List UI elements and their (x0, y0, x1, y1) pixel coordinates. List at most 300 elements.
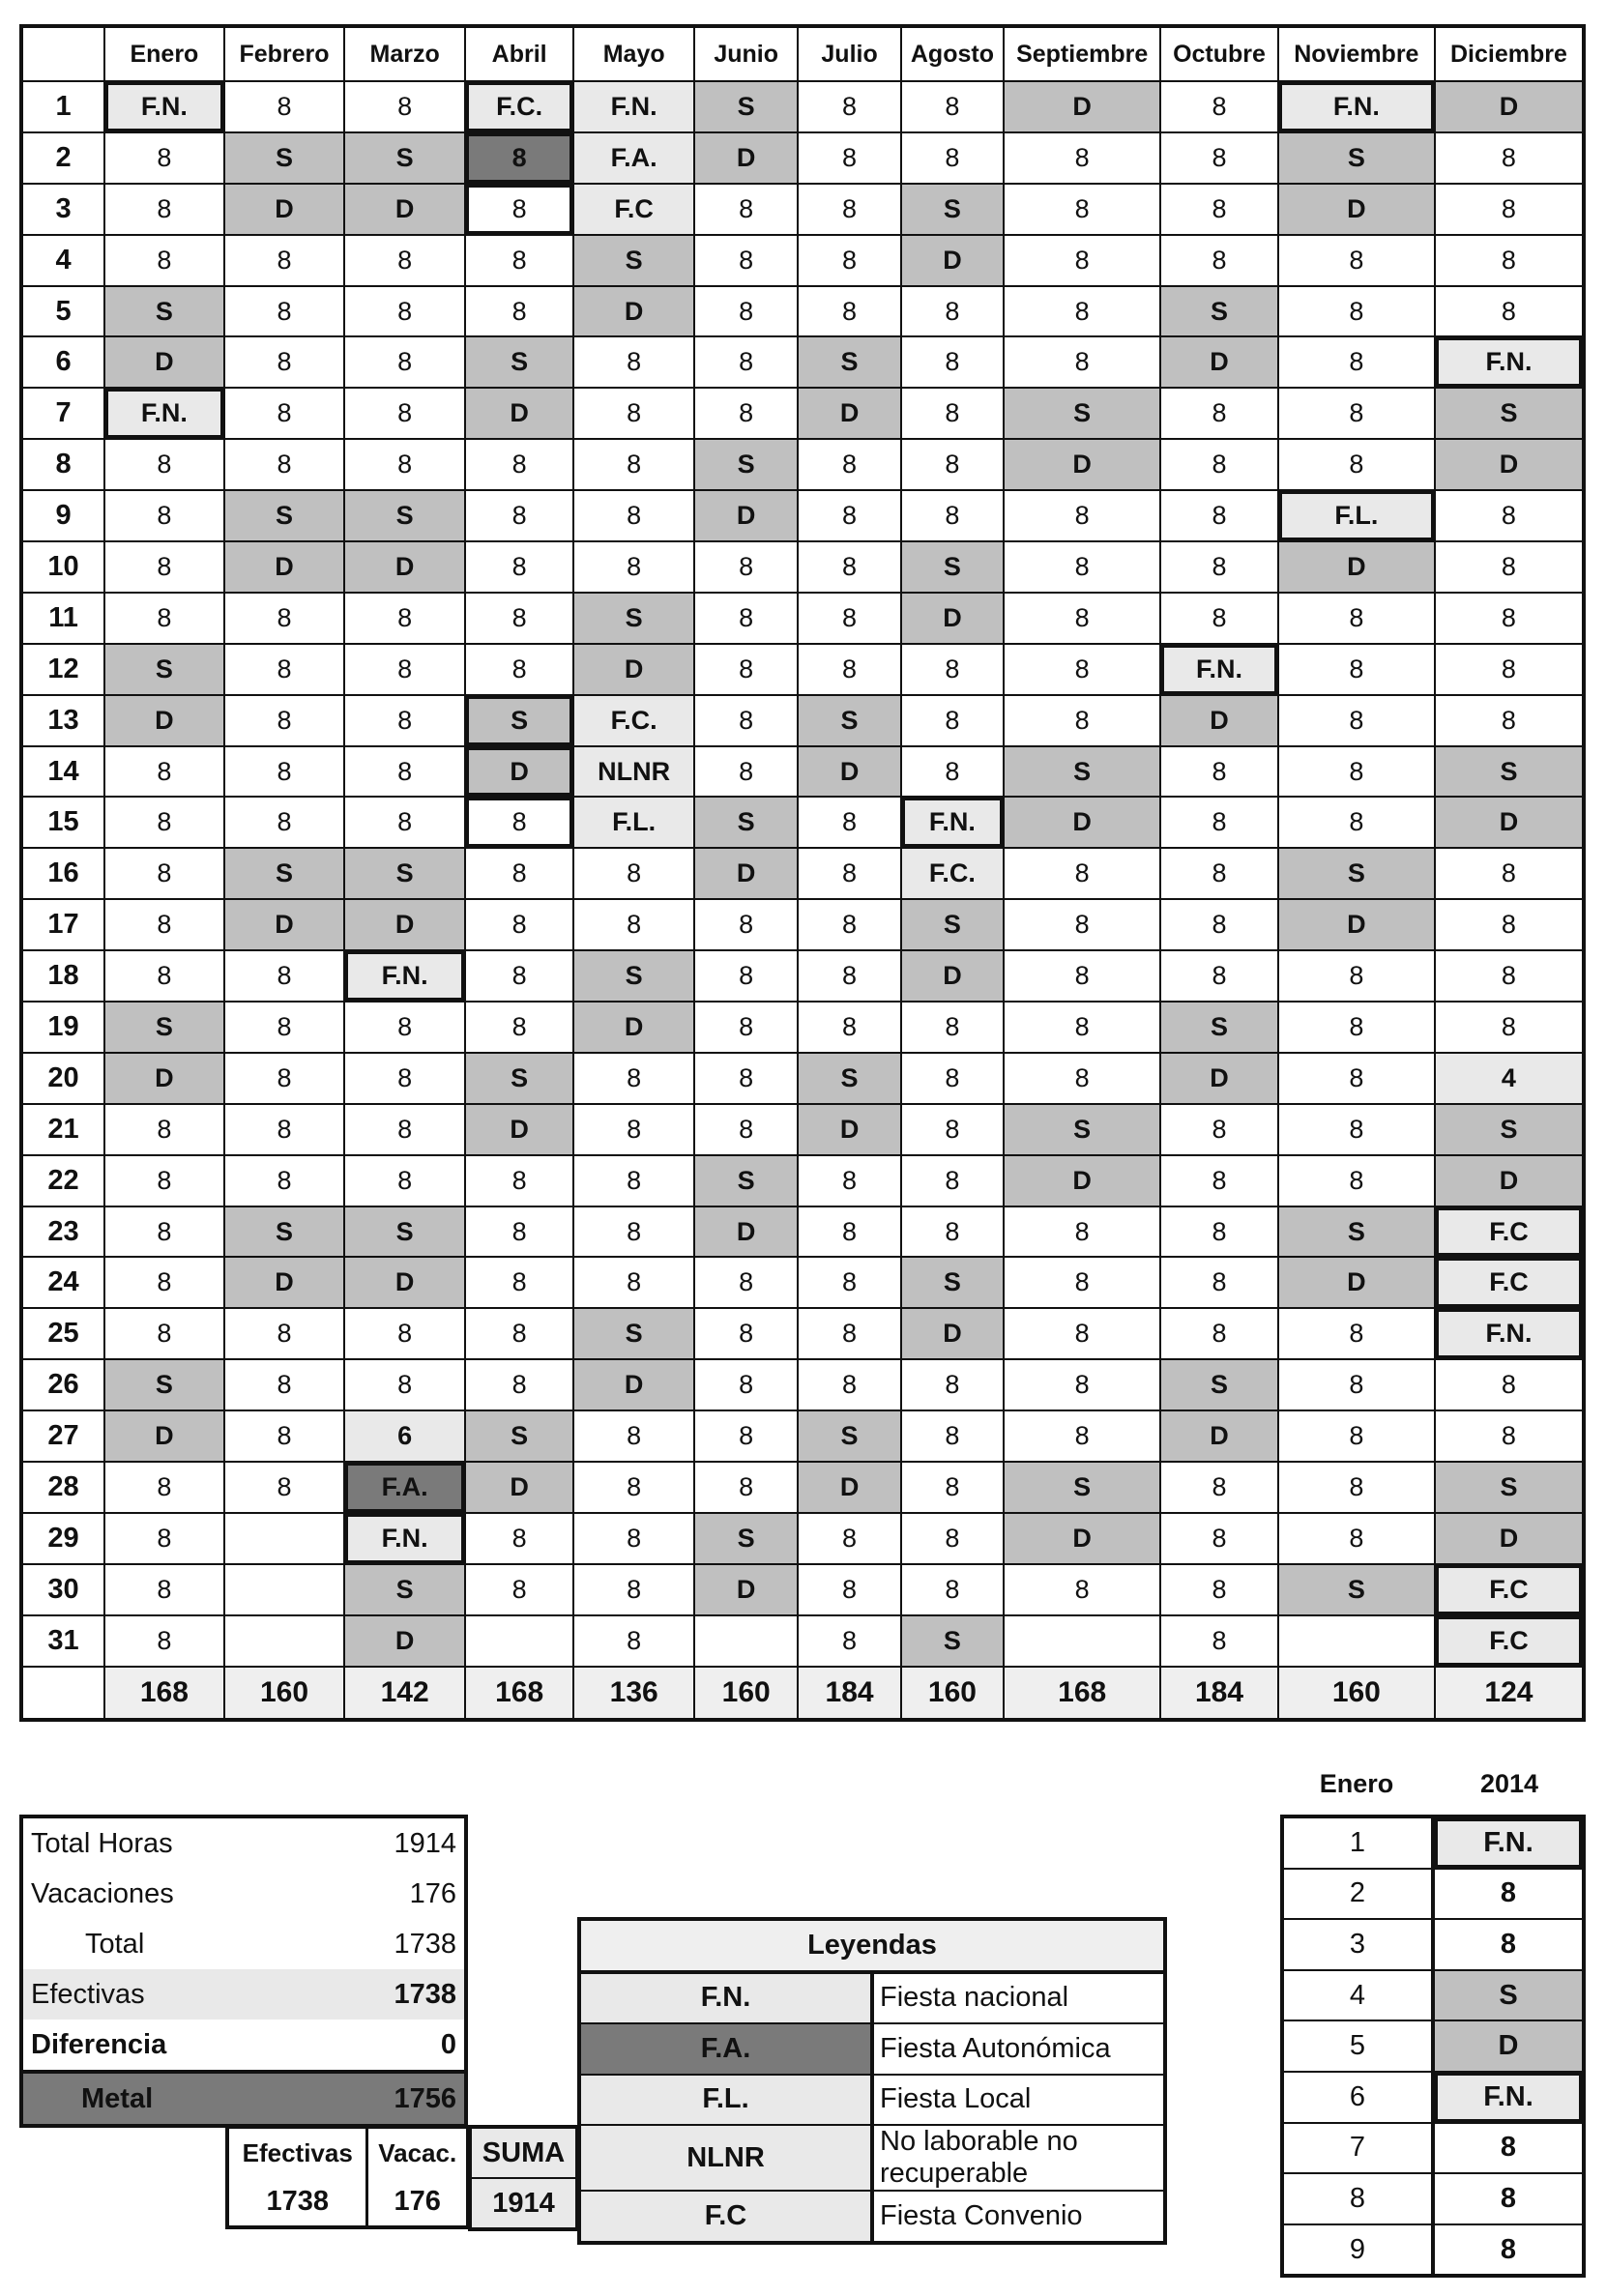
day-cell: D (901, 235, 1004, 286)
day-cell: 8 (1160, 1513, 1278, 1564)
next-day-cell: F.N. (1433, 2072, 1584, 2123)
day-cell: 8 (465, 797, 573, 848)
day-cell: 8 (694, 1053, 798, 1104)
day-cell: 8 (694, 593, 798, 644)
day-cell: F.C (1435, 1206, 1584, 1258)
day-number: 26 (21, 1359, 104, 1410)
day-number: 17 (21, 899, 104, 950)
day-cell: 8 (694, 1359, 798, 1410)
day-number: 28 (21, 1462, 104, 1513)
day-cell: 8 (1278, 746, 1435, 798)
day-cell: S (224, 490, 345, 541)
day-cell: S (344, 1206, 465, 1258)
day-cell: D (465, 388, 573, 439)
day-cell: S (1160, 1002, 1278, 1053)
day-cell: 8 (694, 184, 798, 235)
day-cell: 8 (224, 746, 345, 798)
day-cell: 8 (573, 1104, 694, 1155)
day-cell: 8 (798, 490, 900, 541)
day-cell: 8 (1435, 132, 1584, 184)
day-cell: D (1004, 439, 1160, 490)
day-cell: F.A. (344, 1462, 465, 1513)
day-row (21, 1513, 1584, 1564)
day-cell: S (1435, 388, 1584, 439)
day-cell: 8 (901, 1155, 1004, 1206)
month-total: 160 (694, 1667, 798, 1720)
next-day-number: 5 (1282, 2020, 1433, 2072)
day-cell: F.A. (573, 132, 694, 184)
month-header: Enero (104, 26, 224, 81)
day-cell: 8 (1278, 593, 1435, 644)
day-cell: D (901, 593, 1004, 644)
next-day-cell: D (1433, 2020, 1584, 2072)
next-day-cell: 8 (1433, 2224, 1584, 2277)
month-total: 142 (344, 1667, 465, 1720)
day-cell: 8 (1160, 1104, 1278, 1155)
day-cell: S (1435, 1104, 1584, 1155)
day-cell: 8 (573, 899, 694, 950)
day-row (21, 1308, 1584, 1359)
day-cell: 8 (573, 388, 694, 439)
day-cell: S (104, 644, 224, 695)
day-cell: 8 (224, 950, 345, 1002)
day-cell: 8 (798, 593, 900, 644)
day-cell: 8 (1278, 1513, 1435, 1564)
day-cell: D (901, 1308, 1004, 1359)
day-cell: 8 (1435, 286, 1584, 337)
day-cell: 8 (224, 1410, 345, 1462)
day-cell: 8 (1160, 184, 1278, 235)
day-cell: F.N. (1278, 81, 1435, 132)
next-year-january-table (1280, 1815, 1586, 2278)
day-cell: 8 (694, 1410, 798, 1462)
next-day-row (1282, 2173, 1584, 2224)
day-cell: F.C. (465, 81, 573, 132)
day-cell: 8 (798, 439, 900, 490)
day-cell: 8 (1004, 235, 1160, 286)
day-cell: 8 (104, 797, 224, 848)
day-cell: 8 (1004, 1308, 1160, 1359)
day-cell: 8 (104, 1155, 224, 1206)
suma-label: SUMA (470, 2127, 577, 2178)
day-cell: 8 (798, 1257, 900, 1308)
day-cell: 8 (1435, 1359, 1584, 1410)
day-cell: 8 (1004, 644, 1160, 695)
day-cell: S (1004, 746, 1160, 798)
day-cell: 8 (798, 848, 900, 899)
day-cell: S (1278, 1564, 1435, 1615)
day-number: 10 (21, 541, 104, 593)
day-cell: D (1278, 541, 1435, 593)
day-cell: 8 (694, 336, 798, 388)
next-day-row (1282, 1970, 1584, 2021)
day-cell: D (344, 184, 465, 235)
day-cell: 8 (1160, 81, 1278, 132)
day-cell: S (901, 184, 1004, 235)
day-cell: 8 (344, 1104, 465, 1155)
day-cell: S (573, 235, 694, 286)
day-cell: 8 (104, 1462, 224, 1513)
day-cell: 8 (1435, 593, 1584, 644)
diferencia-label: Diferencia (31, 2028, 167, 2060)
day-cell: 6 (344, 1410, 465, 1462)
day-cell: S (694, 1155, 798, 1206)
day-cell: 8 (1435, 235, 1584, 286)
next-day-row (1282, 2123, 1584, 2174)
day-cell: D (1278, 184, 1435, 235)
mini-vacac-label: Vacac. (367, 2127, 468, 2177)
day-row (21, 1002, 1584, 1053)
day-cell (465, 1615, 573, 1667)
day-row (21, 899, 1584, 950)
day-cell: 8 (901, 336, 1004, 388)
day-cell: S (465, 695, 573, 746)
legend-code: F.L. (579, 2075, 872, 2126)
day-cell: D (1004, 1155, 1160, 1206)
day-cell: 8 (694, 1308, 798, 1359)
day-cell: D (901, 950, 1004, 1002)
day-cell: 8 (224, 336, 345, 388)
day-cell: D (344, 541, 465, 593)
day-cell: 8 (344, 1308, 465, 1359)
day-cell: 8 (694, 899, 798, 950)
next-day-row (1282, 1816, 1584, 1869)
day-cell: 8 (224, 1308, 345, 1359)
day-cell: 8 (901, 1359, 1004, 1410)
day-cell: 8 (224, 1053, 345, 1104)
day-number: 20 (21, 1053, 104, 1104)
day-cell: 8 (1278, 1359, 1435, 1410)
day-cell: 8 (465, 1564, 573, 1615)
day-cell: S (798, 1410, 900, 1462)
day-cell: D (798, 1462, 900, 1513)
day-cell: 8 (573, 1053, 694, 1104)
day-cell: 8 (1160, 439, 1278, 490)
day-cell (224, 1513, 345, 1564)
day-cell: 8 (1004, 1002, 1160, 1053)
day-cell: 8 (1160, 950, 1278, 1002)
month-header: Abril (465, 26, 573, 81)
day-cell: 8 (344, 746, 465, 798)
day-cell: 8 (1278, 235, 1435, 286)
day-cell: 8 (1004, 184, 1160, 235)
day-cell: S (224, 848, 345, 899)
day-cell: 8 (224, 388, 345, 439)
day-cell: 8 (224, 439, 345, 490)
day-cell: D (1160, 1053, 1278, 1104)
day-cell: D (104, 1410, 224, 1462)
day-row (21, 695, 1584, 746)
day-cell: 8 (798, 950, 900, 1002)
month-header-row (21, 26, 1584, 81)
day-cell: 8 (465, 899, 573, 950)
month-total: 160 (224, 1667, 345, 1720)
day-cell: 8 (224, 1462, 345, 1513)
day-row (21, 336, 1584, 388)
day-cell: 8 (465, 541, 573, 593)
day-number: 9 (21, 490, 104, 541)
day-cell: D (1435, 439, 1584, 490)
next-day-number: 9 (1282, 2224, 1433, 2277)
day-cell: 8 (344, 388, 465, 439)
day-cell: D (694, 1206, 798, 1258)
day-cell: 8 (798, 1155, 900, 1206)
day-cell: 8 (798, 132, 900, 184)
month-header: Marzo (344, 26, 465, 81)
legend-table (577, 1917, 1167, 2245)
day-cell: 8 (224, 797, 345, 848)
day-cell: F.C. (573, 695, 694, 746)
day-cell: 8 (465, 132, 573, 184)
day-cell: F.N. (1435, 336, 1584, 388)
day-number: 8 (21, 439, 104, 490)
month-header: Febrero (224, 26, 345, 81)
day-row (21, 184, 1584, 235)
metal-label: Metal (21, 2072, 323, 2126)
day-cell: 8 (1435, 490, 1584, 541)
day-cell: 8 (224, 1155, 345, 1206)
day-cell: F.C (573, 184, 694, 235)
mini-efectivas-value: 1738 (266, 2185, 329, 2217)
day-cell: 8 (1278, 1053, 1435, 1104)
day-cell: 8 (1160, 797, 1278, 848)
day-number: 7 (21, 388, 104, 439)
metal-value: 1756 (323, 2072, 466, 2126)
day-cell (694, 1615, 798, 1667)
day-cell (1004, 1615, 1160, 1667)
day-number: 3 (21, 184, 104, 235)
day-row (21, 1206, 1584, 1258)
next-day-number: 6 (1282, 2072, 1433, 2123)
day-cell: 8 (1160, 1206, 1278, 1258)
day-cell (1278, 1615, 1435, 1667)
day-number: 22 (21, 1155, 104, 1206)
day-cell: F.L. (573, 797, 694, 848)
day-cell: 8 (901, 1564, 1004, 1615)
day-cell: S (1004, 388, 1160, 439)
day-cell: S (465, 336, 573, 388)
day-cell: S (344, 490, 465, 541)
day-cell: S (573, 1308, 694, 1359)
day-cell: 8 (1004, 1564, 1160, 1615)
day-cell: 8 (901, 1462, 1004, 1513)
day-cell: S (344, 132, 465, 184)
day-cell: 8 (104, 1615, 224, 1667)
day-cell: 8 (104, 848, 224, 899)
day-cell: D (1278, 1257, 1435, 1308)
day-cell: 8 (465, 1206, 573, 1258)
day-cell: 8 (798, 1206, 900, 1258)
day-cell (224, 1564, 345, 1615)
totals-corner (21, 1667, 104, 1720)
day-cell: 8 (901, 1053, 1004, 1104)
day-cell: 8 (104, 1308, 224, 1359)
day-cell: F.N. (104, 81, 224, 132)
efectivas-vacaciones-table (225, 2125, 470, 2229)
next-day-row (1282, 2072, 1584, 2123)
day-cell: 8 (1004, 899, 1160, 950)
total-horas-label: Total Horas (31, 1827, 173, 1859)
next-day-number: 7 (1282, 2123, 1433, 2174)
day-cell: S (1278, 132, 1435, 184)
day-cell: D (798, 746, 900, 798)
day-cell: 8 (1278, 439, 1435, 490)
day-cell: 8 (694, 1002, 798, 1053)
day-cell: 8 (224, 235, 345, 286)
day-cell: 8 (1160, 899, 1278, 950)
next-day-row (1282, 2224, 1584, 2277)
day-cell: S (901, 541, 1004, 593)
day-cell: 8 (1435, 541, 1584, 593)
month-header: Julio (798, 26, 900, 81)
next-day-number: 3 (1282, 1919, 1433, 1970)
next-day-number: 1 (1282, 1816, 1433, 1869)
day-cell: S (224, 1206, 345, 1258)
month-header: Diciembre (1435, 26, 1584, 81)
day-number: 19 (21, 1002, 104, 1053)
day-cell: 8 (104, 132, 224, 184)
day-cell: 8 (465, 490, 573, 541)
day-cell: D (465, 1462, 573, 1513)
next-day-row (1282, 2020, 1584, 2072)
legend-desc: Fiesta Autonómica (872, 2023, 1165, 2075)
day-cell: D (104, 695, 224, 746)
day-cell: F.N. (104, 388, 224, 439)
day-cell: F.C (1435, 1564, 1584, 1615)
day-cell: 8 (694, 541, 798, 593)
day-cell: 8 (1160, 541, 1278, 593)
day-cell: 8 (1160, 848, 1278, 899)
day-cell: F.C (1435, 1257, 1584, 1308)
day-cell: 8 (573, 541, 694, 593)
month-total: 124 (1435, 1667, 1584, 1720)
day-cell: 8 (224, 1104, 345, 1155)
day-cell: 8 (1004, 132, 1160, 184)
day-cell: 8 (573, 1513, 694, 1564)
day-row (21, 950, 1584, 1002)
day-cell: 8 (104, 235, 224, 286)
day-cell: S (798, 695, 900, 746)
legend-desc: No laborable no recuperable (872, 2125, 1165, 2191)
day-cell: S (901, 899, 1004, 950)
legend-code: F.C (579, 2191, 872, 2243)
day-cell: 8 (901, 490, 1004, 541)
day-cell: 8 (1160, 1308, 1278, 1359)
day-cell: NLNR (573, 746, 694, 798)
day-cell: 8 (465, 235, 573, 286)
day-cell: 8 (224, 286, 345, 337)
day-cell: D (694, 490, 798, 541)
day-cell: 8 (1160, 490, 1278, 541)
month-total: 168 (1004, 1667, 1160, 1720)
day-number: 21 (21, 1104, 104, 1155)
day-cell: 8 (344, 286, 465, 337)
day-cell: 8 (798, 184, 900, 235)
day-row (21, 235, 1584, 286)
day-cell: D (1278, 899, 1435, 950)
day-cell: 8 (1160, 235, 1278, 286)
day-cell: 8 (1004, 286, 1160, 337)
day-cell: D (344, 1257, 465, 1308)
day-cell (224, 1615, 345, 1667)
day-cell: D (573, 1002, 694, 1053)
day-cell: 8 (465, 1359, 573, 1410)
next-day-cell: 8 (1433, 2173, 1584, 2224)
day-cell: 8 (1435, 644, 1584, 695)
day-cell: D (465, 746, 573, 798)
day-cell: 8 (224, 1002, 345, 1053)
day-cell: 8 (573, 1615, 694, 1667)
day-cell: S (694, 81, 798, 132)
day-cell: 8 (1435, 950, 1584, 1002)
day-cell: 8 (344, 593, 465, 644)
day-cell: 8 (104, 1206, 224, 1258)
day-cell: D (465, 1104, 573, 1155)
day-cell: D (1435, 797, 1584, 848)
day-cell: 8 (104, 541, 224, 593)
day-cell: 8 (1435, 695, 1584, 746)
day-cell: 8 (465, 439, 573, 490)
day-cell: 8 (798, 541, 900, 593)
day-cell: D (1160, 695, 1278, 746)
day-cell: 8 (1160, 1257, 1278, 1308)
day-cell: 8 (1004, 593, 1160, 644)
day-cell: 8 (1278, 797, 1435, 848)
day-number: 2 (21, 132, 104, 184)
day-cell: 8 (465, 848, 573, 899)
day-cell: D (1435, 1513, 1584, 1564)
day-cell: 8 (1278, 644, 1435, 695)
day-row (21, 593, 1584, 644)
vacaciones-value: 176 (409, 1877, 456, 1909)
day-cell: S (344, 1564, 465, 1615)
day-cell: 8 (798, 797, 900, 848)
day-cell: 8 (104, 1564, 224, 1615)
next-year-label: 2014 (1479, 1769, 1539, 1798)
day-cell: 4 (1435, 1053, 1584, 1104)
day-cell: 8 (798, 1359, 900, 1410)
day-cell: D (224, 899, 345, 950)
day-cell: S (1435, 1462, 1584, 1513)
day-cell: 8 (901, 1206, 1004, 1258)
day-cell: 8 (344, 235, 465, 286)
day-cell: 8 (104, 1104, 224, 1155)
month-total: 136 (573, 1667, 694, 1720)
day-cell: 8 (224, 593, 345, 644)
day-cell: 8 (1004, 1410, 1160, 1462)
day-cell: 8 (1278, 695, 1435, 746)
day-cell: 8 (344, 695, 465, 746)
day-number: 1 (21, 81, 104, 132)
day-cell: 8 (798, 1564, 900, 1615)
day-row (21, 132, 1584, 184)
day-cell: S (573, 593, 694, 644)
legend-desc: Fiesta Convenio (872, 2191, 1165, 2243)
day-number: 13 (21, 695, 104, 746)
legend-code: NLNR (579, 2125, 872, 2191)
month-header: Agosto (901, 26, 1004, 81)
day-cell: 8 (573, 439, 694, 490)
day-row (21, 286, 1584, 337)
day-number: 24 (21, 1257, 104, 1308)
day-cell: 8 (344, 1359, 465, 1410)
day-cell: 8 (1004, 695, 1160, 746)
day-number: 29 (21, 1513, 104, 1564)
day-cell: 8 (1435, 1410, 1584, 1462)
day-cell: 8 (1278, 1308, 1435, 1359)
day-cell: 8 (1278, 1104, 1435, 1155)
day-row (21, 1615, 1584, 1667)
